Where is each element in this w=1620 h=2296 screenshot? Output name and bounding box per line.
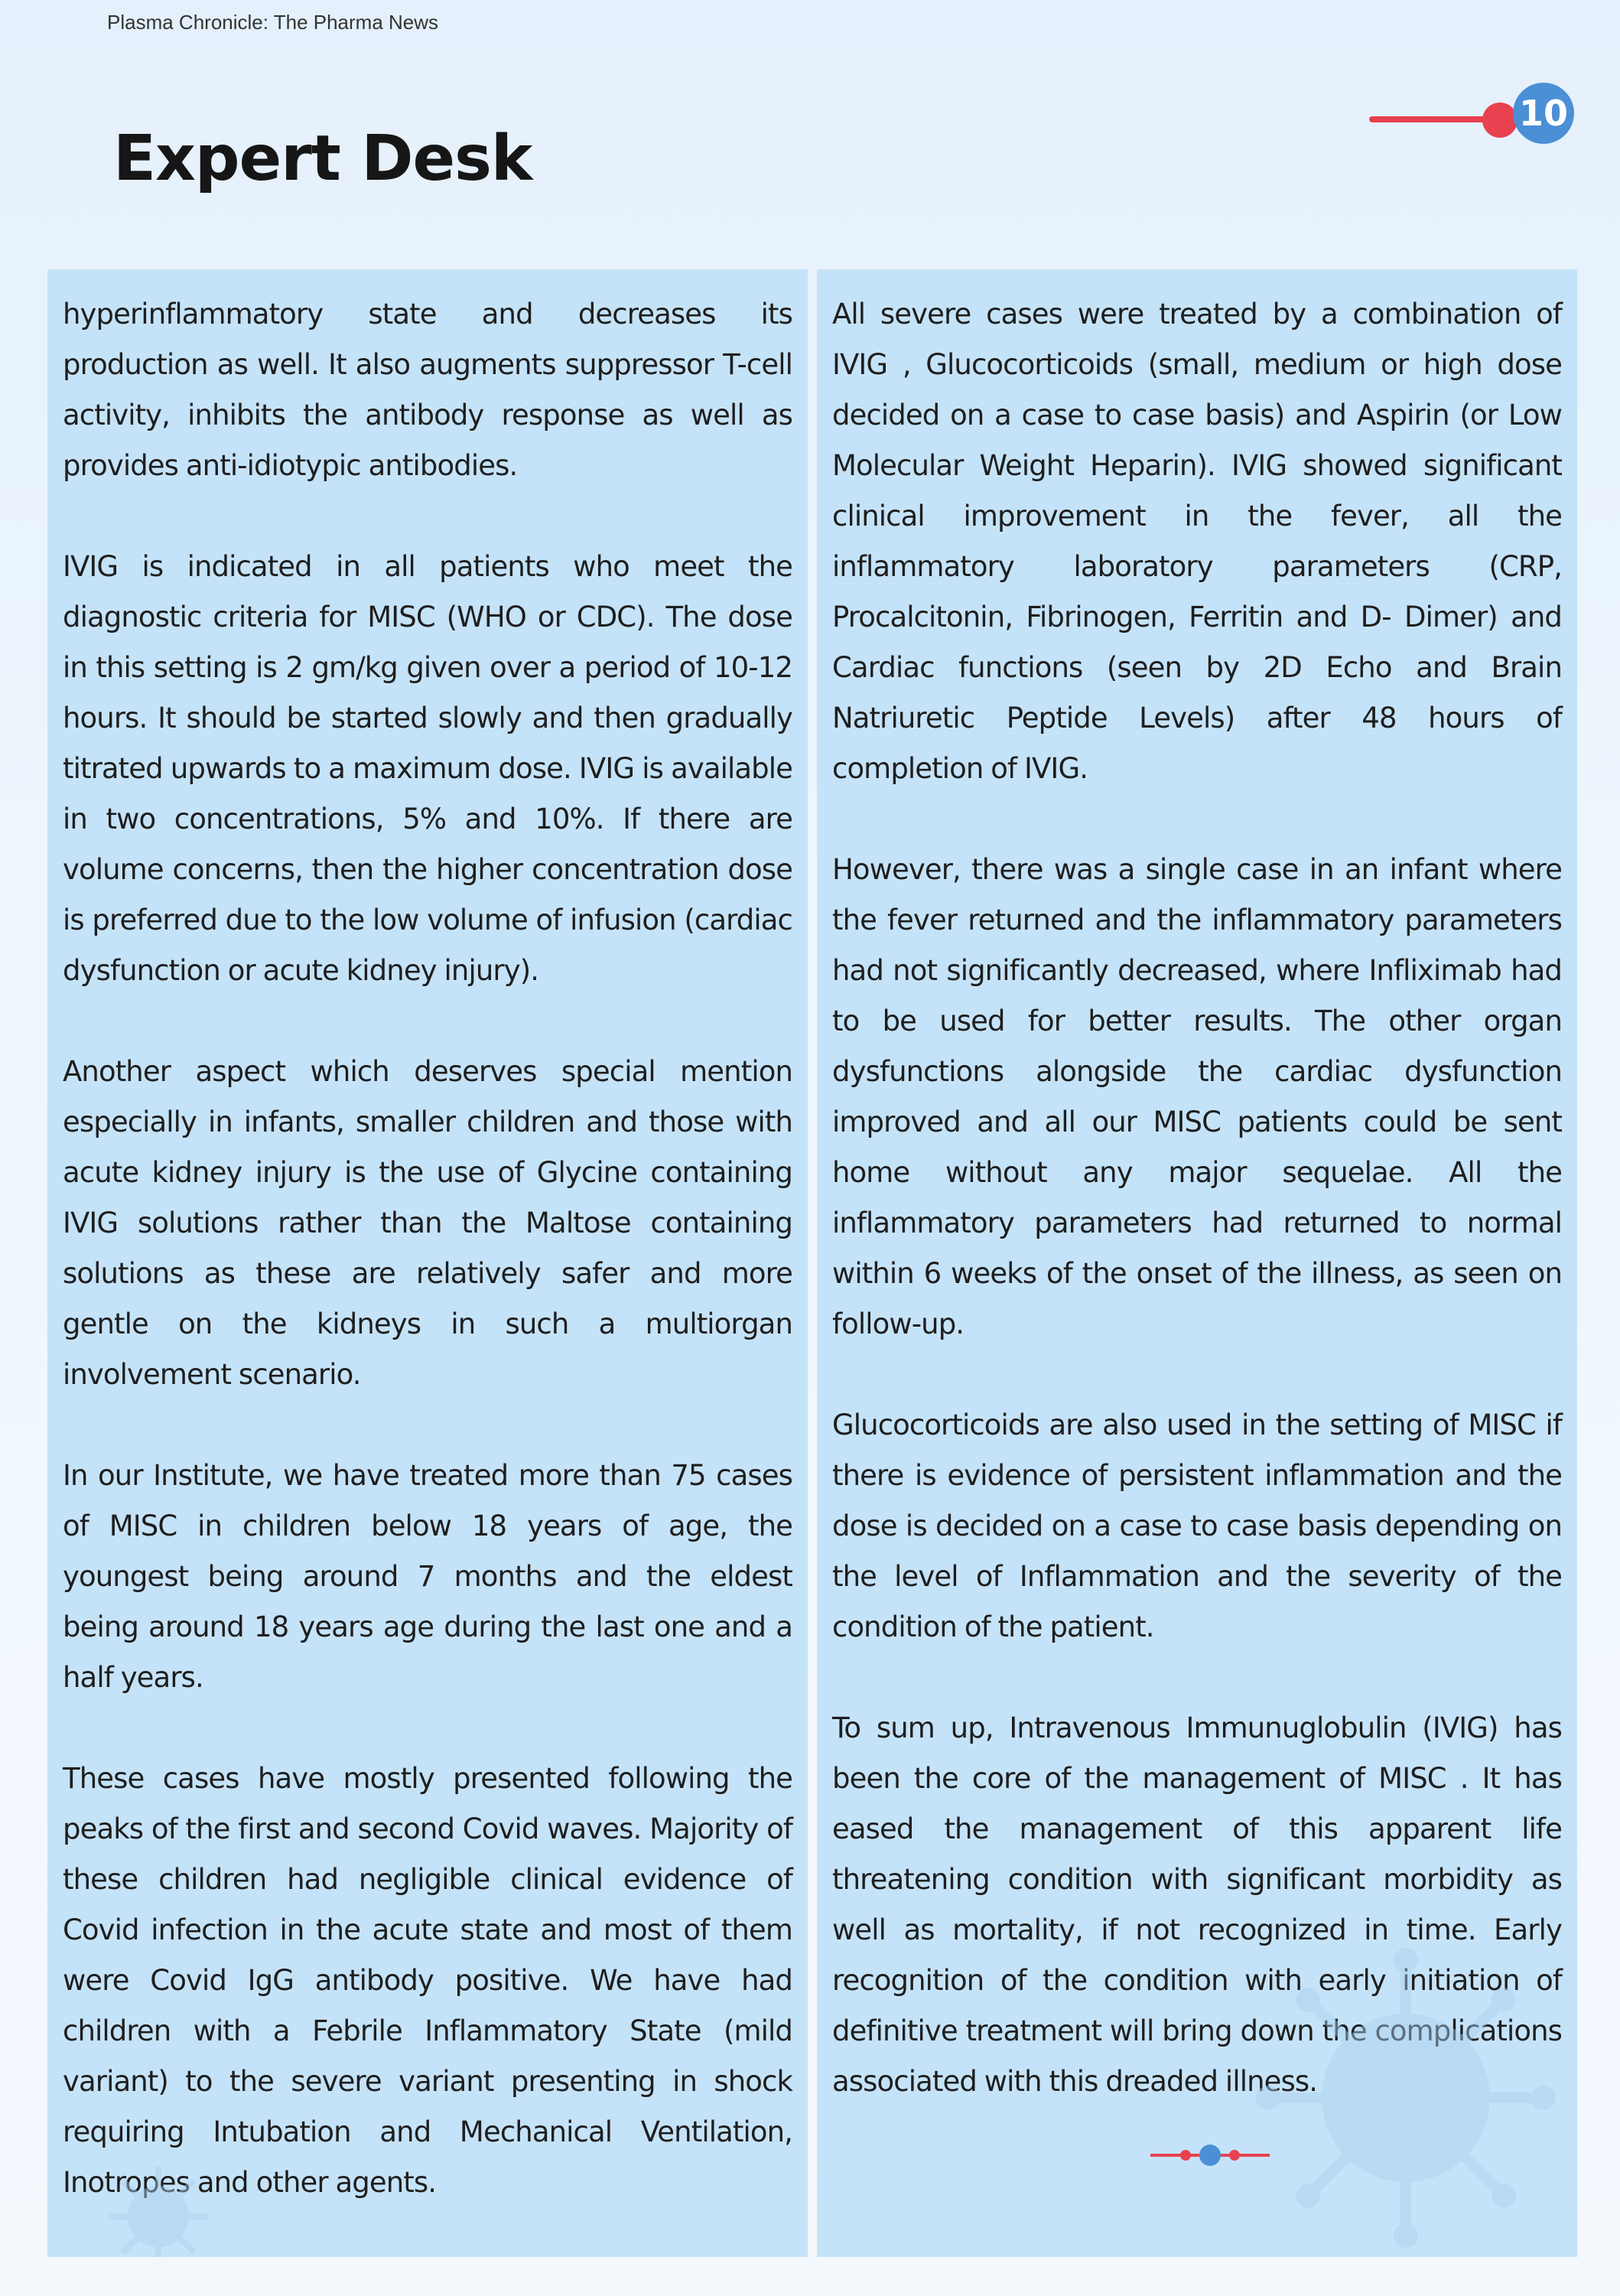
right-column [817,269,1577,2257]
virus-icon [93,2151,223,2257]
marker-dot-icon [1482,103,1518,138]
page-title: Expert Desk [113,122,532,195]
right-paragraph-4: To sum up, Intravenous Immunuglobulin (IVIG) has been the core of the management of MISC . It has eased the management of this apparent life threatening condition with significant morbidity as well as mortality, if not recognized in time. Early recognition of the condition with early initiation of definitive treatment will bring down the complications associated with this dreaded illness. [832,1711,1562,2098]
right-paragraph-3: Glucocorticoids are also used in the setting of MISC if there is evidence of persistent inflammation and the dose is decided on a case to case basis depending on the level of Inflammation and the severity of the condition of the patient. [832,1409,1562,1643]
left-paragraph-4: In our Institute, we have treated more than 75 cases of MISC in children below 18 years of age, the youngest being around 7 months and the eldest being around 18 years age during the last one and a half years. [63,1459,792,1694]
left-column [47,269,808,2257]
left-paragraph-2: IVIG is indicated in all patients who meet the diagnostic criteria for MISC (WHO or CDC). The dose in this setting is 2 gm/kg given over a period of 10-12 hours. It should be started slowly and then gradually titrated upwards to a maximum dose. IVIG is available in two concentrations, 5% and 10%. If there are volume concerns, then the higher concentration dose is preferred due to the low volume of infusion (cardiac dysfunction or acute kidney injury). [63,550,792,987]
running-header: Plasma Chronicle: The Pharma News [107,11,439,34]
page-marker [1369,83,1583,144]
left-paragraph-5: These cases have mostly presented following the peaks of the first and second Covid waves. Majority of these children had negligible clinical evidence of Covid infection in the acute state and most of them were Covid IgG antibody positive. We have had children with a Febrile Inflammatory State (mild variant) to the severe variant presenting in shock requiring Intubation and Mechanical Ventilation, Inotropes and other agents. [63,1762,792,2199]
page-number: 10 [1513,83,1574,144]
left-paragraph-3: Another aspect which deserves special mention especially in infants, smaller children and those with acute kidney injury is the use of Glycine containing IVIG solutions rather than the Maltose containing solutions as these are relatively safer and more gentle on the kidneys in such a multiorgan involvement scenario. [63,1055,792,1391]
right-paragraph-1: All severe cases were treated by a combination of IVIG , Glucocorticoids (small, medium or high dose decided on a case to case basis) and Aspirin (or Low Molecular Weight Heparin). IVIG showed significant clinical improvement in the fever, all the inflammatory laboratory parameters (CRP, Procalcitonin, Fibrinogen, Ferritin and D- Dimer) and Cardiac functions (seen by 2D Echo and Brain Natriuretic Peptide Levels) after 48 hours of completion of IVIG. [832,298,1562,785]
virus-icon-large [1245,1937,1566,2257]
end-ornament-icon [1150,2142,1270,2168]
left-paragraph-1: hyperinflammatory state and decreases its production as well. It also augments suppressor T-cell activity, inhibits the antibody response as well as provides anti-idiotypic antibodies. [63,298,792,482]
right-paragraph-2: However, there was a single case in an infant where the fever returned and the inflammatory parameters had not significantly decreased, where Infliximab had to be used for better results. The other organ dysfunctions alongside the cardiac dysfunction improved and all our MISC patients could be sent home without any major sequelae. All the inflammatory parameters had returned to normal within 6 weeks of the onset of the illness, as seen on follow-up. [832,853,1562,1340]
page-marker-icon [1369,116,1499,122]
